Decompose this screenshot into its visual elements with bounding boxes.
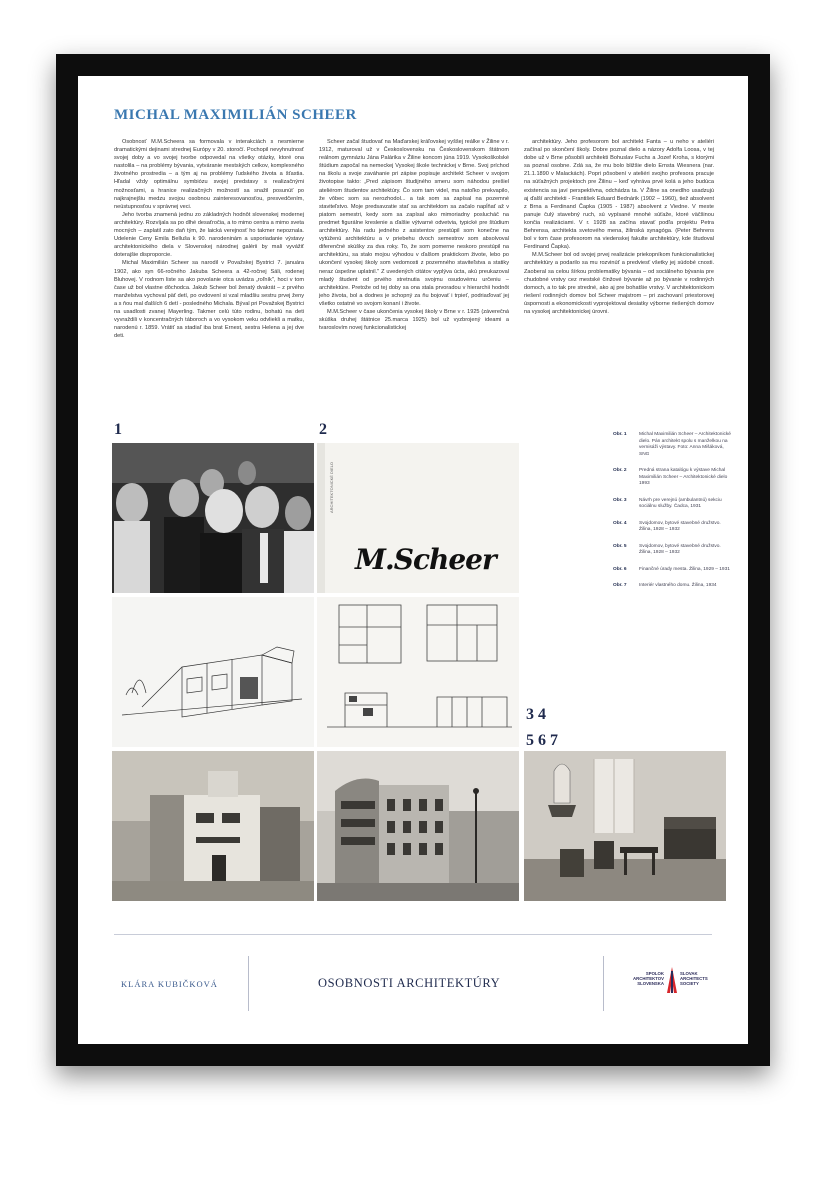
logo-text-english [680,971,730,987]
caption-item [613,583,733,590]
caption-text: Svojdomov, bytové stavebné družstvo. Žilina, 1928 – 1932 [639,543,721,555]
figure-number-1: 1 [114,421,122,438]
photo-audience [112,443,314,593]
caption-label: Obr. 3 [613,497,627,503]
caption-label: Obr. 2 [613,468,627,473]
paragraph: M.M.Scheer v čase ukončenia vysokej školy v Brne v r. 1925 (záverečná skúška druhej štátnice 25.marca 1925) bol už vyzbrojený ideami a tvaroslovím novej funkcionalistickej [319,308,509,332]
text-column-2 [319,138,509,332]
logo-line: SLOVAK [680,971,698,976]
caption-label: Obr. 7 [613,583,627,588]
caption-text: Predná strana katalógu k výstave Michal Maximilián Scheer – Architektonické dielo 1993 [639,468,728,486]
author-name: KLÁRA KUBIČKOVÁ [121,979,218,989]
sketch-perspective [112,597,314,747]
signature: M.Scheer [355,543,496,576]
paragraph: M.M.Scheer bol od svojej prvej realizácie priekopníkom funkcionalistickej architektúry a podarilo sa mu rozvinúť a predviesť všetky jej súdobé cnosti. Zaoberal sa celou šírkou problematiky bývania – od sociálneho bývania pre chudobné vrstvy cez mestské činžové bývanie až po bývanie v rodinných domoch, a to tak pre stredné, ako aj pre bohatšie vrstvy. V architektonickom riešení rodinných domov bol Scheer majstrom – pri zachovaní priestorovej úspornosti a ekonomickosti vyprojektoval desiatky výborne riešených domov na vysokej architektonickej úrovni. [524,252,714,315]
logo-text-slovak [618,971,664,987]
paragraph: Jeho tvorba znamená jednu zo základných hodnôt slovenskej modernej architektúry. Rozvíjala sa po dlhé desaťročia, a to mimo centra a mimo sveta mocných – zaplatil zato daň tým, že laická verejnosť ho takmer nepoznala. Udelenie Ceny Emila Belluša k 90. narodeninám a usporiadanie výstavy architektonického diela v Slovenskej národnej galérii by mali vyvážiť doterajšie disproporcie. [114,211,304,259]
paragraph: Michal Maximilián Scheer sa narodil v Považskej Bystrici 7. januára 1902, ako syn 66-ročného Jakuba Scheera a 42-ročnej Sáli, rodenej Bluhovej. V rodnom liste sa ako povolanie otca uvádza „roľník", hoci v tom čase už bol vlastne dôchodca. Jakub Scheer bol ženatý dvakrát – z prvého manželstva vychoval päť detí, po ovdovení si vzal mladšiu sestru prvej ženy a s ňou mal ďalších 6 detí - posledného Michala. Býval pri Považskej Bystrici na usadlosti zvanej Mayerling. Takmer celú túto rodinu, bohatú na deti vyvraždili v koncentračných táboroch a vo vysokom veku odvliekli a matku, narodenú r. 1859. Vrátiť sa stadiaľ iba brat Ernest, sestra Helena a jej dve deti. [114,260,304,340]
footer-divider [114,934,712,935]
poster-title: MICHAL MAXIMILIÁN SCHEER [114,107,357,123]
caption-text: Svojdomov, bytové stavebné družstvo. Žilina, 1928 – 1932 [639,520,721,532]
photo-interior [524,751,726,901]
caption-item [613,468,733,488]
logo-line: SOCIETY [680,981,699,987]
logo-line: SPOLOK [645,971,664,976]
caption-label: Obr. 4 [613,520,627,526]
footer-separator [248,956,249,1011]
figure-captions [613,432,733,600]
caption-item [613,544,733,557]
catalog-spine-text: ARCHITEKTONICKÉ DIELO [329,461,334,513]
figure-number-5-6-7: 5 6 7 [526,732,558,749]
logo-line: ARCHITECTS [680,976,708,982]
caption-text: Finančné úrady mesta. Žilina, 1929 – 1931 [639,566,730,572]
caption-item [613,567,733,574]
poster-frame [56,54,770,1066]
caption-text: Návrh pre verejnú (ambulantnú) sekciu sociálnu služby. Čadca, 1931 [639,497,722,509]
caption-label: Obr. 6 [613,566,627,572]
figure-number-2: 2 [319,421,327,438]
figure-number-3-4: 3 4 [526,706,546,723]
society-logo [618,965,728,997]
paragraph: Osobnosť M.M.Scheera sa formovala v interakciách s nesmierne dramatickými dejinami strednej Európy v 20. storočí. Pochopil nevyhnutnosť svojej doby a vo svojej tvorbe odpovedal na všetky otázky, ktoré ona nastolila – na problémy bývania, vytváranie mestských celkov, komplexného životného prostredia – a tým aj na problémy ľudského života a šťastia. Hľadal vždy optimálnu symbiózu svojej predstavy s realizačnými možnosťami, a hranice realizačných možností sa snažil posunúť po najkrajnejšiu medzu svojou osobnou zainteresovanosťou, presvedčením, neústupnosťou v správnej veci. [114,139,304,210]
caption-item [613,498,733,511]
logo-line: ARCHITEKTOV [633,976,664,982]
caption-item [613,432,733,458]
text-column-1 [114,138,304,340]
text-column-3 [524,138,714,316]
photo-building-svojdomov [112,751,314,901]
logo-line: SLOVENSKA [637,981,664,987]
footer-separator [603,956,604,1011]
caption-label: Obr. 5 [613,543,627,549]
logo-mark-icon [667,967,677,993]
photo-catalog-cover [317,443,519,593]
series-title: OSOBNOSTI ARCHITEKTÚRY [318,976,501,990]
caption-label: Obr. 1 [613,432,627,437]
caption-text: Interiér vlastného domu. Žilina, 1934 [639,583,717,588]
caption-text: Michal Maximilián Scheer – Architektonické dielo. Pán architekt spolu s manželkou na vernisáži výstavy. Foto: Anna Mišáková, SNG [639,432,731,457]
paragraph: architektúry. Jeho profesorom bol architekt Fanta – u neho v ateliéri začínal po skončení školy. Dobre poznal dielo a názory Adolfa Loosa, v tej dobe už v Brne pôsobili architekti Bohuslav Fuchs a Jozef Kroha, s ktorými sa poznal osobne. Zdá sa, že mu bolo bližšie dielo Ernsta Wiesnera (nar. 21.1.1890 v Malackách). Popri pôsobení v ateliéri svojho profesora pracuje na súťažných projektoch pre Žilinu – keď vyhráva prvé kolá a jeho budúca existencia sa javí perspektívna, odchádza ta. V Žiline sa onedlho usadzujú aj ďalší architekti - František Eduard Bednárik (1902 – 1960), tiež absolvent z Brna a Ferdinand Čapka (1905 - 1987) absolvent z Viedne. V meste panuje čulý stavebný ruch, sú vypísané mnohé súťaže, ktoré väčšinou končia realizáciami. V r. 1928 sa začína stavať podľa projektu Petra Behrensa, architekta svetového mena, žilinská synagóga. (Peter Behrens bol v tom čase profesorom na viedenskej fakulte architektúry, kde študoval Ferdinand Čapka). [524,139,714,251]
paragraph: Scheer začal študovať na Maďarskej kráľovskej vyššej reálke v Žiline v r. 1912, maturoval už v Československu na Československom štátnom reálnom gymnáziu Jána Palárika v Žiline koncom júna 1919. Vysokoškolské štúdium započal na nemeckej Vysokej škole technickej v Brne. Svoj príchod na školu a svoje zaváhanie pri zápise popisuje architekt Scheer v svojom životopise takto: „Pred zápisom študijného smeru som náhodou prešiel ateliérom študentov architektúry. Čo som tam videl, ma natoľko prekvapilo, že vôbec som sa nerozhodol... a tak som sa zapísal na pozemné staviteľstvo. Moje predsavzatie stať sa architektom sa začalo napĺňať až v piatom semestri, kedy som sa zapísal ako mimoriadny poslucháč na predmet figurálne kreslenie a ďalšie výtvarné odvetvia, typické pre štúdium architektúry. Na radu jedného z asistentov prestúpil som konečne na vytúženú architektúru a v priebehu dvoch semestrov som absolvoval diferenčné skúšky za dva roky. To, že som pomerne neskoro prestúpil na architektúru, sa stalo mojou výhodou v ďalšom praktickom živote, lebo po ukončení vysokej školy som vedomosti z pozemného staviteľstva a statiky neraz úspešne uplatnil." Z uvedených citátov vyplýva úcta, akú preukazoval mladý študent od prvého stretnutia svojmu osudovému určeniu – architektúre. Pretože od tej doby sa ona stala prvoradou v hierarchii hodnôt jeho života, bol a dodnes je schopný za ňu bojovať i trpieť, podriaďovať jej všetko ostatné vo svojom konaní i živote. [319,139,509,307]
caption-item [613,521,733,534]
poster [78,76,748,1044]
sketch-plans [317,597,519,747]
photo-financne-urady [317,751,519,901]
